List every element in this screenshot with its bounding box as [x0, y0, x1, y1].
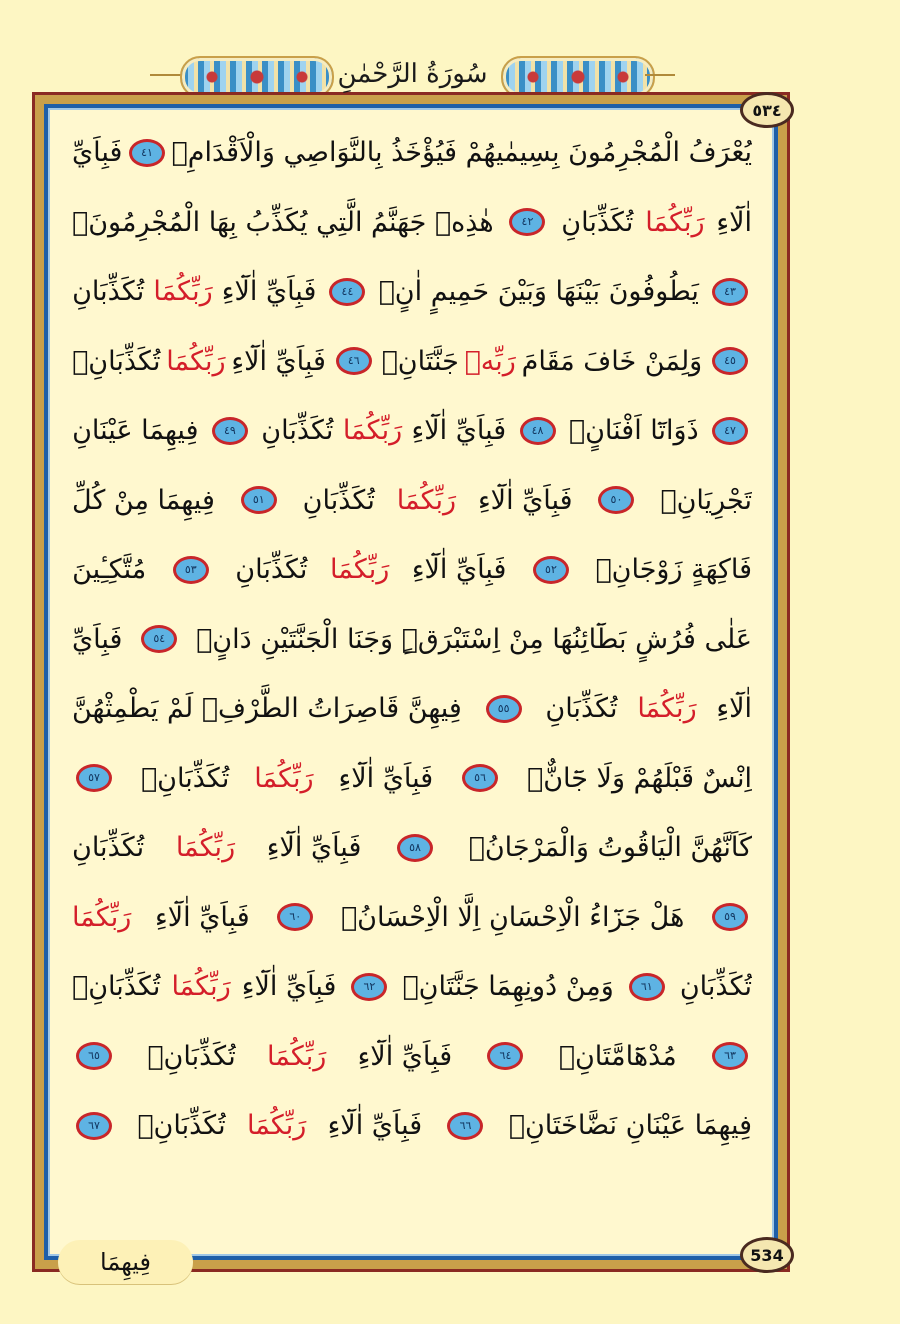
divine-name-text: رَبِّهٖ: [464, 345, 516, 377]
verse-text: تُكَذِّبَانِ: [545, 693, 618, 725]
verse-text: مُتَّكِـِٔينَ: [72, 554, 147, 586]
text-line: [72, 1091, 752, 1161]
verse-text: فَبِاَيِّ اٰلَٓاءِ: [231, 345, 326, 377]
verse-text: تُكَذِّبَانِۚ: [140, 762, 230, 794]
text-line: [72, 952, 752, 1022]
divine-name-text: رَبِّكُمَا: [267, 1040, 327, 1072]
divine-name-text: رَبِّكُمَا: [342, 415, 403, 447]
ayah-number-marker: ٤٢: [509, 208, 545, 236]
ayah-number-marker: ٥٧: [76, 764, 112, 792]
verse-text: ذَوَاتَٓا اَفْنَانٍۚ: [568, 415, 699, 447]
ayah-number-marker: ٤٤: [329, 278, 365, 306]
verse-text: تُكَذِّبَانِ: [679, 971, 752, 1003]
ayah-number-marker: ٤١: [129, 139, 165, 167]
ayah-number-marker: ٥٣: [173, 556, 209, 584]
verse-text: تُكَذِّبَانِۙ: [72, 345, 161, 377]
ayah-number-marker: ٦٣: [712, 1042, 748, 1070]
verse-text: مُدْهَٓامَّتَانِۚ: [558, 1040, 677, 1072]
verse-text: تُكَذِّبَانِ: [302, 484, 375, 516]
ayah-number-marker: ٦٠: [277, 903, 313, 931]
text-line: [72, 1022, 752, 1092]
verse-text: جَنَّتَانِۚ: [381, 345, 459, 377]
ayah-number-marker: ٥٢: [533, 556, 569, 584]
ayah-number-marker: ٤٣: [712, 278, 748, 306]
text-line: [72, 118, 752, 188]
divine-name-text: رَبِّكُمَا: [72, 901, 132, 933]
divine-name-text: رَبِّكُمَا: [166, 345, 226, 377]
verse-text: فَبِاَيِّ اٰلَٓاءِ: [411, 554, 507, 586]
verse-text: فَبِاَيِّ اٰلَٓاءِ: [411, 415, 507, 447]
ayah-number-marker: ٥٠: [598, 486, 634, 514]
ayah-number-marker: ٥٤: [141, 625, 177, 653]
text-line: [72, 674, 752, 744]
text-line: [72, 327, 752, 397]
divine-name-text: رَبِّكُمَا: [637, 693, 697, 725]
verse-text: يُعْرَفُ الْمُجْرِمُونَ بِسِيمٰيهُمْ فَيُؤْخَذُ بِالنَّوَاصِي وَالْاَقْدَامِۚ: [171, 137, 752, 169]
verse-text: فَبِاَيِّ اٰلَٓاءِ: [477, 484, 573, 516]
catchword: فِيهِمَا: [58, 1240, 193, 1284]
divine-name-text: رَبِّكُمَا: [329, 554, 390, 586]
verse-text: هٰذِهٖ جَهَنَّمُ الَّتِي يُكَذِّبُ بِهَا الْمُجْرِمُونَۘ: [72, 206, 494, 238]
ayah-number-marker: ٦٥: [76, 1042, 112, 1070]
page-number-badge-bottom: 534: [740, 1237, 794, 1273]
page-number-badge-top: ٥٣٤: [740, 92, 794, 128]
ayah-number-marker: ٤٨: [520, 417, 556, 445]
text-line: [72, 883, 752, 953]
verse-text: هَلْ جَزَٓاءُ الْاِحْسَانِ اِلَّا الْاِحْسَانُۚ: [340, 901, 685, 933]
verse-text: كَاَنَّهُنَّ الْيَاقُوتُ وَالْمَرْجَانُۚ: [468, 832, 752, 864]
ayah-number-marker: ٤٧: [712, 417, 748, 445]
divine-name-text: رَبِّكُمَا: [645, 206, 705, 238]
ayah-number-marker: ٦٦: [447, 1112, 483, 1140]
verse-text: فَبِاَيِّ اٰلَٓاءِ: [241, 971, 337, 1003]
divine-name-text: رَبِّكُمَا: [171, 971, 231, 1003]
verse-text: تُكَذِّبَانِ: [561, 206, 634, 238]
verse-text: فَبِاَيِّ اٰلَٓاءِ: [221, 276, 317, 308]
verse-text: تُكَذِّبَانِ: [72, 276, 145, 308]
verse-text: عَلٰى فُرُشٍ بَطَٓائِنُهَا مِنْ اِسْتَبْرَقٍۜ وَجَنَا الْجَنَّتَيْنِ دَانٍۚ: [196, 623, 752, 655]
verse-text: فَبِاَيِّ اٰلَٓاءِ: [357, 1040, 453, 1072]
verse-text: فَبِاَيِّ اٰلَٓاءِ: [338, 762, 434, 794]
ayah-number-marker: ٦١: [629, 973, 665, 1001]
text-line: [72, 466, 752, 536]
verse-text: تُكَذِّبَانِ: [261, 415, 334, 447]
ayah-number-marker: ٥١: [241, 486, 277, 514]
verse-text: فَاكِهَةٍ زَوْجَانِۚ: [595, 554, 752, 586]
ayah-number-marker: ٥٦: [462, 764, 498, 792]
divine-name-text: رَبِّكُمَا: [175, 832, 236, 864]
verse-text: يَطُوفُونَ بَيْنَهَا وَبَيْنَ حَمِيمٍ اٰنٍۚ: [378, 276, 699, 308]
quran-text: [72, 118, 752, 1230]
divine-name-text: رَبِّكُمَا: [153, 276, 213, 308]
verse-text: فَبِاَيِّ: [72, 137, 123, 169]
verse-text: تُكَذِّبَانِۚ: [137, 1110, 226, 1142]
ayah-number-marker: ٦٤: [487, 1042, 523, 1070]
verse-text: فِيهِمَا عَيْنَانِ: [72, 415, 199, 447]
verse-text: اِنْسٌ قَبْلَهُمْ وَلَا جَٓانٌّۚ: [527, 762, 752, 794]
verse-text: اٰلَٓاءِ: [716, 206, 752, 238]
text-line: [72, 813, 752, 883]
verse-text: فَبِاَيِّ: [72, 623, 123, 655]
verse-text: تُكَذِّبَانِ: [235, 554, 308, 586]
ayah-number-marker: ٦٧: [76, 1112, 112, 1140]
divine-name-text: رَبِّكُمَا: [396, 484, 457, 516]
verse-text: فَبِاَيِّ اٰلَٓاءِ: [266, 832, 362, 864]
text-line: [72, 257, 752, 327]
text-line: [72, 188, 752, 258]
text-line: [72, 535, 752, 605]
ayah-number-marker: ٥٨: [397, 834, 433, 862]
surah-header: [150, 50, 675, 98]
verse-text: تَجْرِيَانِۚ: [660, 484, 752, 516]
ayah-number-marker: ٥٩: [712, 903, 748, 931]
divine-name-text: رَبِّكُمَا: [246, 1110, 307, 1142]
verse-text: تُكَذِّبَانِۚ: [147, 1040, 236, 1072]
verse-text: وَلِمَنْ خَافَ مَقَامَ: [521, 345, 703, 377]
verse-text: فِيهِنَّ قَاصِرَاتُ الطَّرْفِۙ لَمْ يَطْمِثْهُنَّ: [72, 693, 462, 725]
text-line: [72, 744, 752, 814]
verse-text: تُكَذِّبَانِۙ: [72, 971, 161, 1003]
ayah-number-marker: ٤٦: [336, 347, 372, 375]
verse-text: تُكَذِّبَانِ: [72, 832, 145, 864]
verse-text: فِيهِمَا مِنْ كُلِّ: [72, 484, 215, 516]
text-line: [72, 396, 752, 466]
surah-title: سُورَةُ الرَّحْمٰنِ: [337, 59, 488, 89]
verse-text: وَمِنْ دُونِهِمَا جَنَّتَانِۚ: [402, 971, 614, 1003]
verse-text: فِيهِمَا عَيْنَانِ نَضَّاخَتَانِۚ: [508, 1110, 752, 1142]
header-rule-right: [645, 74, 675, 76]
divine-name-text: رَبِّكُمَا: [254, 762, 314, 794]
verse-text: اٰلَٓاءِ: [716, 693, 752, 725]
ayah-number-marker: ٦٢: [351, 973, 387, 1001]
ayah-number-marker: ٤٩: [212, 417, 248, 445]
ayah-number-marker: ٤٥: [712, 347, 748, 375]
ayah-number-marker: ٥٥: [486, 695, 522, 723]
verse-text: فَبِاَيِّ اٰلَٓاءِ: [327, 1110, 423, 1142]
verse-text: فَبِاَيِّ اٰلَٓاءِ: [155, 901, 250, 933]
text-line: [72, 605, 752, 675]
